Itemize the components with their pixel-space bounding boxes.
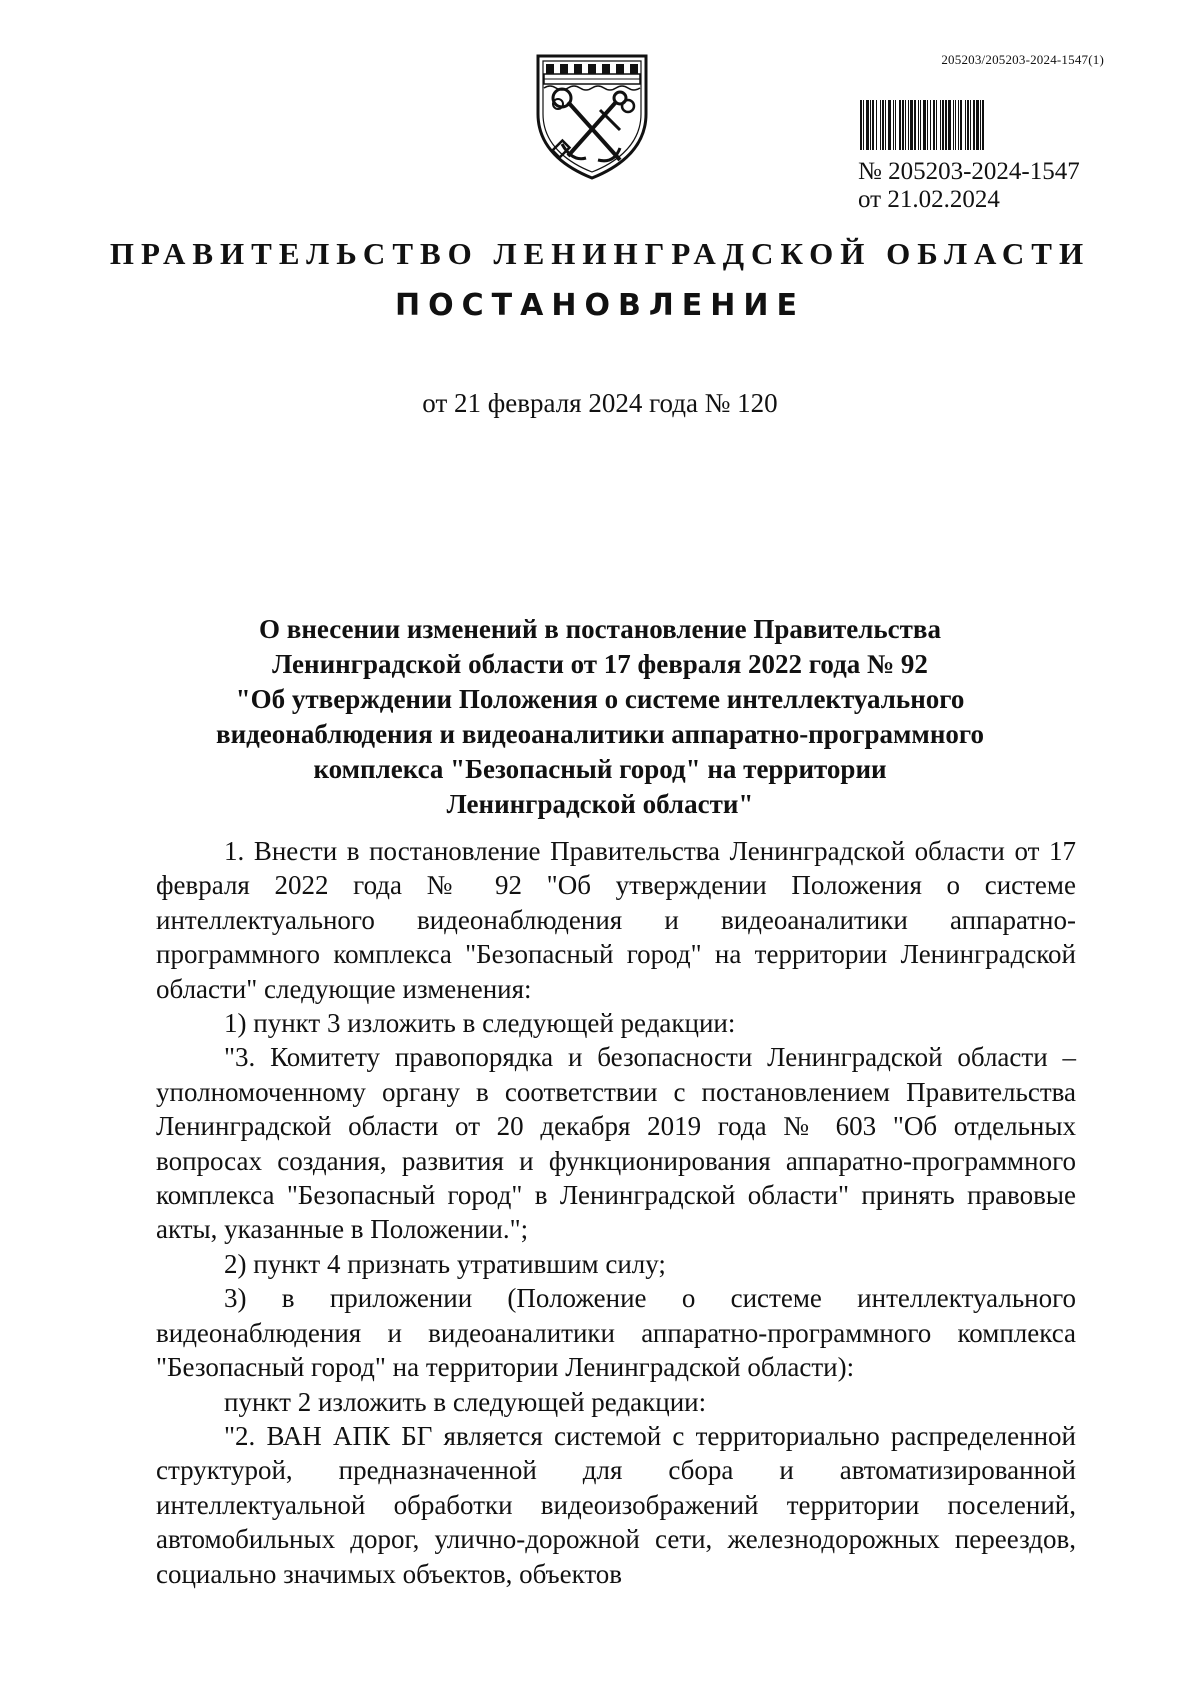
registration-date: от 21.02.2024 [858,186,1000,213]
registration-stamp [858,158,1080,214]
document-date-number: от 21 февраля 2024 года № 120 [422,388,778,418]
body-paragraph: 1) пункт 3 изложить в следующей редакции: [224,1008,736,1039]
title-line: комплекса "Безопасный город" на территории [313,754,887,784]
body-paragraph: 3) в приложении (Положение о системе интеллектуального видеонаблюдения и видеоаналитики аппаратно-программного комплекса "Безопасный город" на территории Ленинградской области): [156,1283,1076,1383]
document-type: ПОСТАНОВЛЕНИЕ [395,288,805,323]
body-paragraph: 2) пункт 4 признать утратившим силу; [224,1248,666,1279]
document-title [180,612,1020,822]
barcode [858,100,1098,150]
registry-code: 205203/205203-2024-1547(1) [941,52,1104,67]
coat-of-arms-emblem [528,48,656,182]
document-body [156,834,1076,1591]
body-paragraph: 1. Внести в постановление Правительства Ленинградской области от 17 февраля 2022 года № 92 "Об утверждении Положения о системе интеллектуального видеонаблюдения и видеоаналитики аппаратно-программного комплекса "Безопасный город" на территории Ленинградской области" следующие изменения: [156,836,1076,1004]
body-paragraph: пункт 2 изложить в следующей редакции: [224,1386,707,1417]
body-paragraph: "2. ВАН АПК БГ является системой с территориально распределенной структурой, предназначенной для сбора и автоматизированной интеллектуальной обработки видеоизображений территории поселений, автомобильных дорог, улично-дорожной сети, железнодорожных переездов, социально значимых объектов, объектов [156,1420,1076,1589]
title-line: Ленинградской области" [446,789,754,819]
title-line: видеонаблюдения и видеоаналитики аппаратно-программного [216,719,984,749]
title-line: О внесении изменений в постановление Правительства [259,614,941,644]
title-line: "Об утверждении Положения о системе интеллектуального [235,684,965,714]
registration-number: № 205203-2024-1547 [858,158,1080,185]
title-line: Ленинградской области от 17 февраля 2022 года № 92 [272,649,928,679]
body-paragraph: "3. Комитету правопорядка и безопасности Ленинградской области – уполномоченному органу в соответствии с постановлением Правительства Ленинградской области от 20 декабря 2019 года № 603 "Об отдельных вопросах создания, развития и функционирования аппаратно-программного комплекса "Безопасный город" в Ленинградской области" принять правовые акты, указанные в Положении."; [156,1042,1076,1245]
organization-name: ПРАВИТЕЛЬСТВО ЛЕНИНГРАДСКОЙ ОБЛАСТИ [109,236,1091,271]
